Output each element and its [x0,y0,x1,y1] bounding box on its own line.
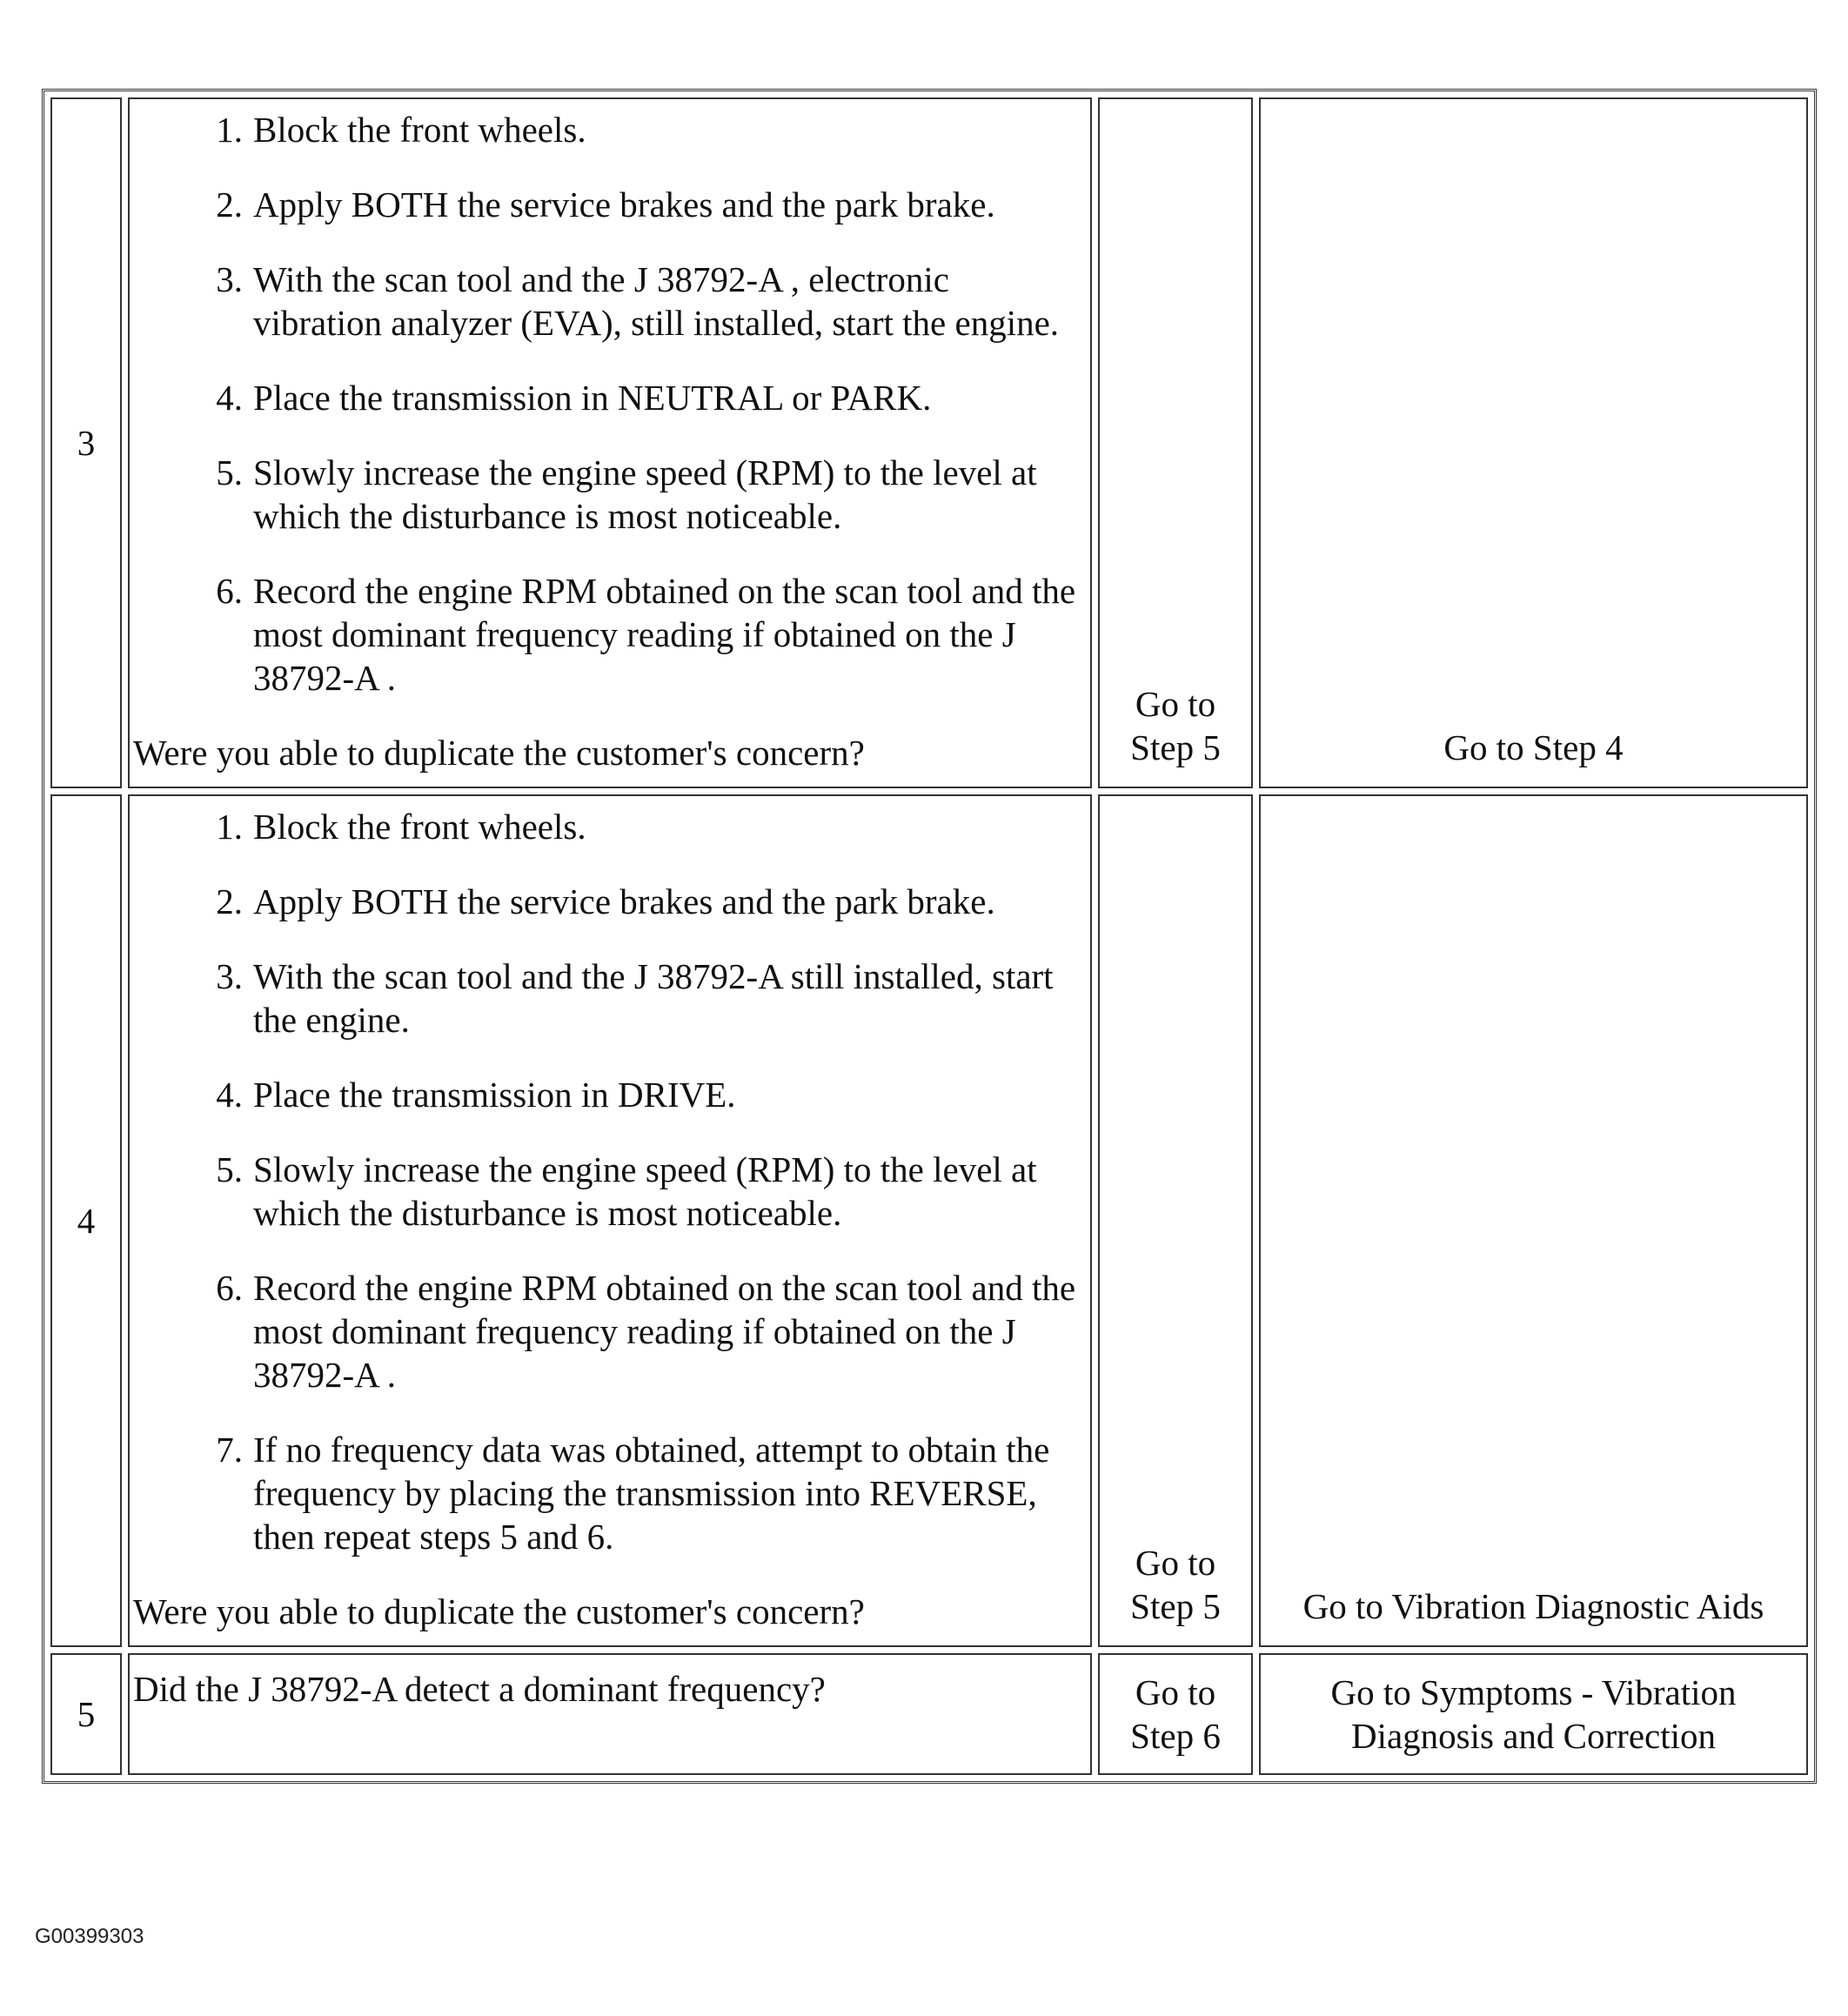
list-item [216,569,1085,700]
item-number: 5. [216,452,243,492]
action-list [133,805,1085,1558]
action-cell [128,1653,1092,1775]
item-text: Place the transmission in NEUTRAL or PARK. [253,378,932,418]
question-text: Were you able to duplicate the customer's concern? [133,1591,865,1631]
item-number: 7. [216,1430,243,1470]
item-number: 6. [216,1268,243,1308]
item-text: Apply BOTH the service brakes and the park brake. [253,184,995,224]
list-item [216,108,1085,151]
list-item [216,376,1085,419]
step-number: 5 [50,1653,122,1775]
item-number: 3. [216,259,243,299]
yes-result: Go to Step 6 [1098,1653,1253,1775]
list-item [216,954,1085,1041]
list-item [216,880,1085,923]
list-item [216,1266,1085,1396]
item-number: 4. [216,1075,243,1115]
item-text: With the scan tool and the J 38792-A still installed, start the engine. [253,956,1054,1040]
item-text: Slowly increase the engine speed (RPM) to the level at which the disturbance is most noticeable. [253,452,1037,536]
list-item [216,1073,1085,1116]
item-text: If no frequency data was obtained, attempt to obtain the frequency by placing the transmission into REVERSE, then repeat steps 5 and 6. [253,1430,1050,1557]
action-cell [128,97,1092,788]
item-number: 1. [216,110,243,150]
item-text: Place the transmission in DRIVE. [253,1075,736,1115]
item-number: 5. [216,1149,243,1189]
list-item [216,258,1085,345]
yes-result: Go to Step 5 [1098,97,1253,788]
step-number: 4 [50,794,122,1647]
item-text: With the scan tool and the J 38792-A , electronic vibration analyzer (EVA), still installed, start the engine. [253,259,1060,343]
item-text: Record the engine RPM obtained on the scan tool and the most dominant frequency reading if obtained on the J 38792-A . [253,571,1076,698]
no-result: Go to Vibration Diagnostic Aids [1259,794,1808,1647]
list-item [216,1428,1085,1558]
yes-result: Go to Step 5 [1098,794,1253,1647]
item-text: Block the front wheels. [253,807,586,847]
table-row [50,794,1808,1647]
list-item [216,451,1085,538]
question-text: Were you able to duplicate the customer's concern? [133,733,865,773]
item-number: 2. [216,881,243,921]
action-cell [128,794,1092,1647]
list-item [216,1148,1085,1235]
figure-id: G00399303 [35,1925,144,1948]
table-row [50,97,1808,788]
item-text: Block the front wheels. [253,110,586,150]
item-text: Slowly increase the engine speed (RPM) to the level at which the disturbance is most noticeable. [253,1149,1037,1233]
item-number: 4. [216,378,243,418]
item-number: 2. [216,184,243,224]
item-number: 3. [216,956,243,996]
no-result: Go to Step 4 [1259,97,1808,788]
step-number: 3 [50,97,122,788]
table-row [50,1653,1808,1775]
item-number: 1. [216,807,243,847]
item-text: Apply BOTH the service brakes and the park brake. [253,881,995,921]
list-item [216,183,1085,226]
item-number: 6. [216,571,243,611]
list-item [216,805,1085,848]
diagnostic-table-frame [42,89,1817,1784]
diagnostic-table [44,91,1814,1781]
question-text: Did the J 38792-A detect a dominant frequency? [133,1669,826,1709]
item-text: Record the engine RPM obtained on the scan tool and the most dominant frequency reading if obtained on the J 38792-A . [253,1268,1076,1395]
action-list [133,108,1085,700]
no-result: Go to Symptoms - Vibration Diagnosis and Correction [1259,1653,1808,1775]
